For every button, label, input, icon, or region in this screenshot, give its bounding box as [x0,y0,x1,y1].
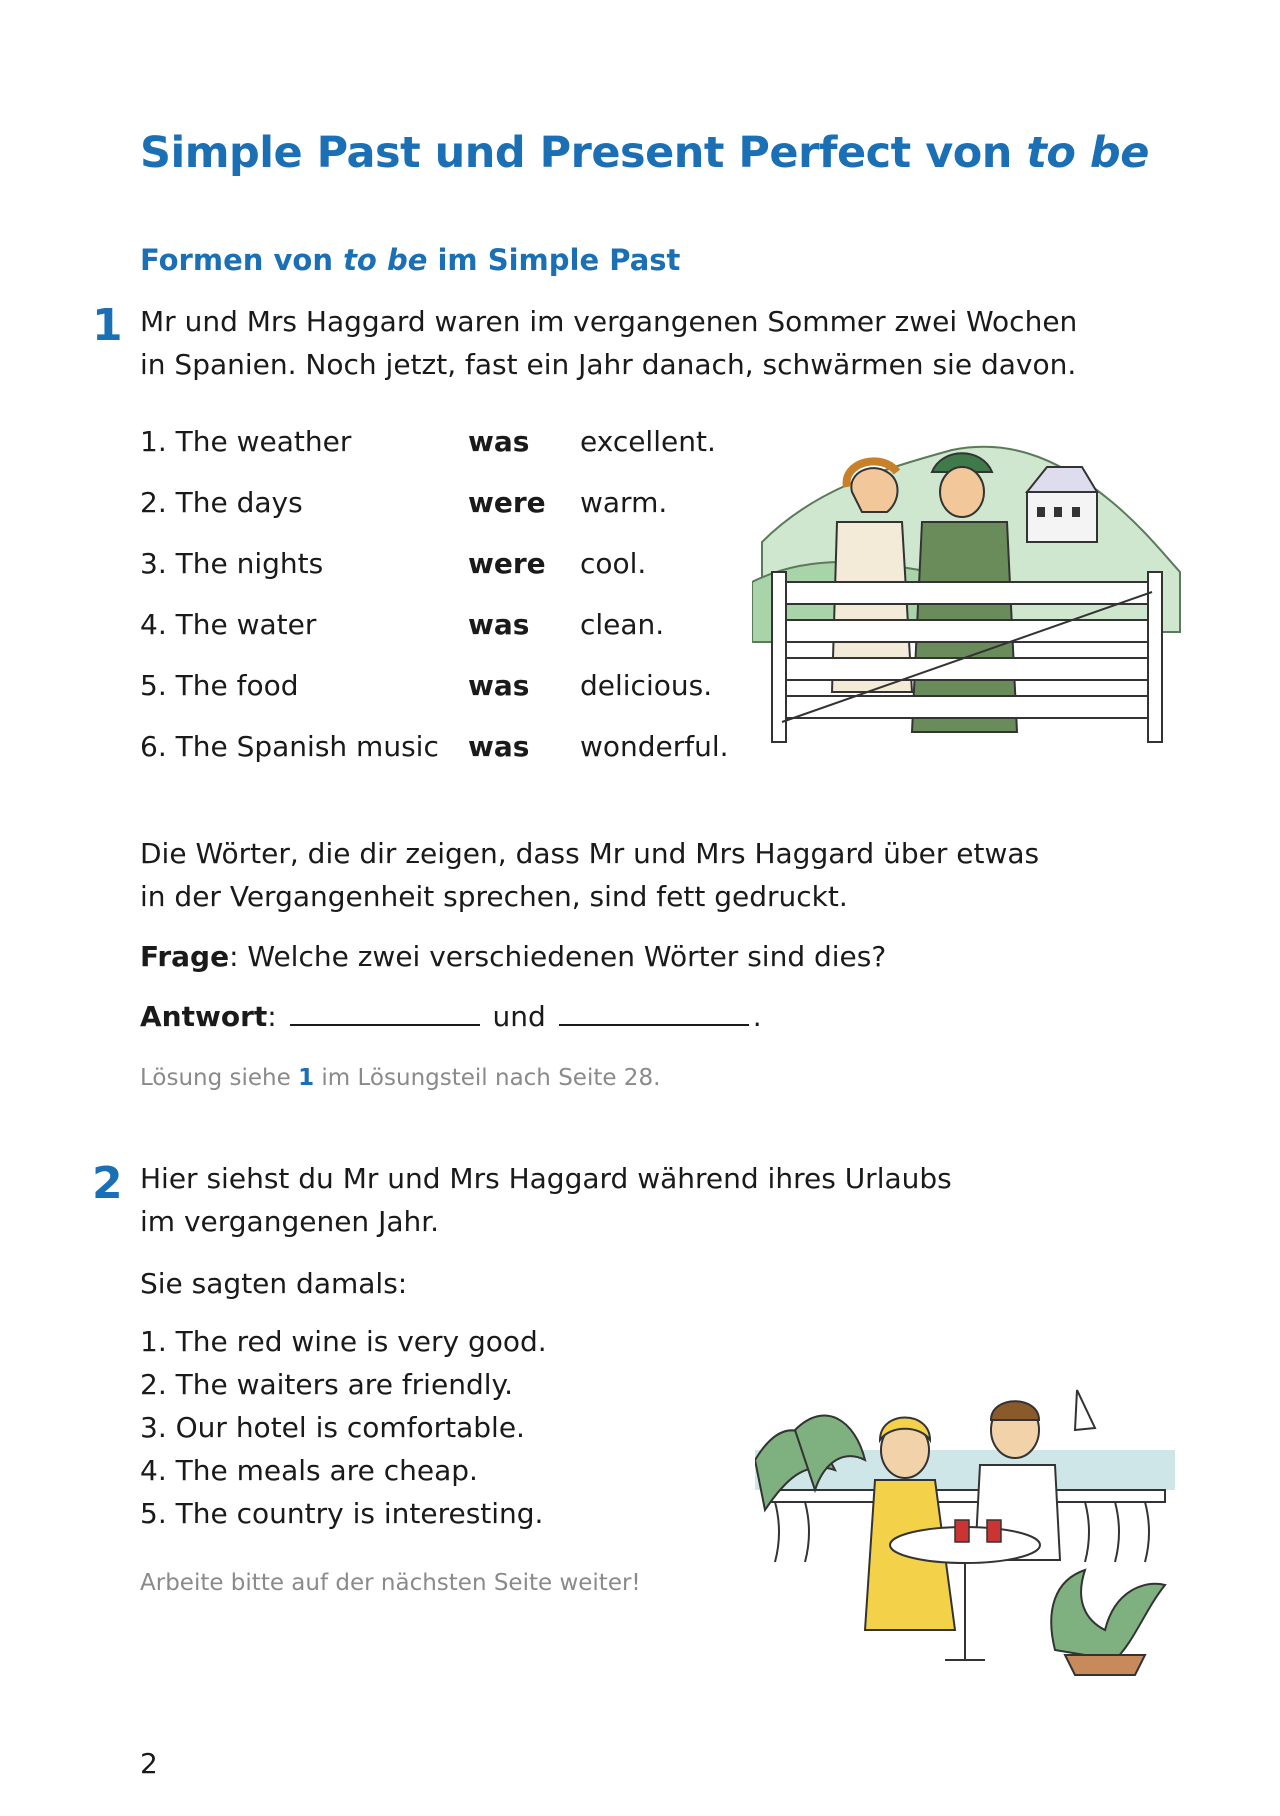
page-title [140,128,1149,178]
sentence-verb: was [468,669,530,702]
list-item: 1. The red wine is very good. [140,1325,547,1358]
answer-blank-1[interactable] [290,998,480,1026]
sentence-subject: 1. The weather [140,425,352,458]
solution-post: im Lösungsteil nach Seite 28. [314,1065,661,1091]
page-title-italic: to be [1026,128,1149,178]
sentence-adjective: wonderful. [580,730,729,763]
section-heading-post: im Simple Past [427,243,681,277]
answer-blank-2[interactable] [559,998,749,1026]
exercise-1-intro-line1: Mr und Mrs Haggard waren im vergangenen Sommer zwei Wochen [140,305,1078,338]
solution-pre: Lösung siehe [140,1065,299,1091]
section-heading-italic: to be [343,243,428,277]
exercise-1-number: 1 [92,300,123,351]
answer-line [140,995,762,1038]
sentence-subject: 2. The days [140,486,303,519]
exercise-1-intro [140,300,1077,386]
sentence-verb: were [468,486,546,519]
page-number: 2 [140,1747,158,1780]
sentence-subject: 4. The water [140,608,317,641]
explanation-line1: Die Wörter, die dir zeigen, dass Mr und Mrs Haggard über etwas [140,837,1040,870]
exercise-2-intro-line2: im vergangenen Jahr. [140,1205,440,1238]
explanation-line2: in der Vergangenheit sprechen, sind fett gedruckt. [140,880,848,913]
sentence-verb: was [468,425,530,458]
question-label: Frage [140,940,230,973]
sentence-adjective: cool. [580,547,647,580]
answer-und: und [492,1000,546,1033]
answer-period: . [752,1000,762,1033]
list-item: 3. Our hotel is comfortable. [140,1411,525,1444]
explanation-text [140,832,1039,918]
sentence-adjective: delicious. [580,669,713,702]
list-item: 5. The country is interesting. [140,1497,544,1530]
illustration-couple-at-cafe [755,1370,1175,1680]
solution-note [140,1065,660,1091]
section-heading-pre: Formen von [140,243,344,277]
solution-number: 1 [298,1065,315,1091]
illustration-couple-at-gate [752,432,1182,772]
sentence-subject: 6. The Spanish music [140,730,439,763]
answer-colon: : [267,1000,277,1033]
page-title-main: Simple Past und Present Perfect von [140,128,1027,178]
sentence-adjective: excellent. [580,425,716,458]
sentence-verb: was [468,730,530,763]
question-text: : Welche zwei verschiedenen Wörter sind dies? [229,940,887,973]
question [140,935,886,978]
exercise-2-intro [140,1157,952,1243]
sentence-verb: was [468,608,530,641]
list-item: 2. The waiters are friendly. [140,1368,513,1401]
continue-note: Arbeite bitte auf der nächsten Seite weiter! [140,1570,641,1596]
sentence-subject: 3. The nights [140,547,324,580]
exercise-2-intro-line1: Hier siehst du Mr und Mrs Haggard während ihres Urlaubs [140,1162,952,1195]
sentence-adjective: warm. [580,486,668,519]
exercise-1-intro-line2: in Spanien. Noch jetzt, fast ein Jahr danach, schwärmen sie davon. [140,348,1077,381]
sentence-subject: 5. The food [140,669,299,702]
section-heading [140,243,680,277]
said-intro: Sie sagten damals: [140,1267,408,1300]
sentence-adjective: clean. [580,608,665,641]
sentence-verb: were [468,547,546,580]
exercise-2-number: 2 [92,1158,123,1209]
list-item: 4. The meals are cheap. [140,1454,478,1487]
answer-label: Antwort [140,1000,268,1033]
